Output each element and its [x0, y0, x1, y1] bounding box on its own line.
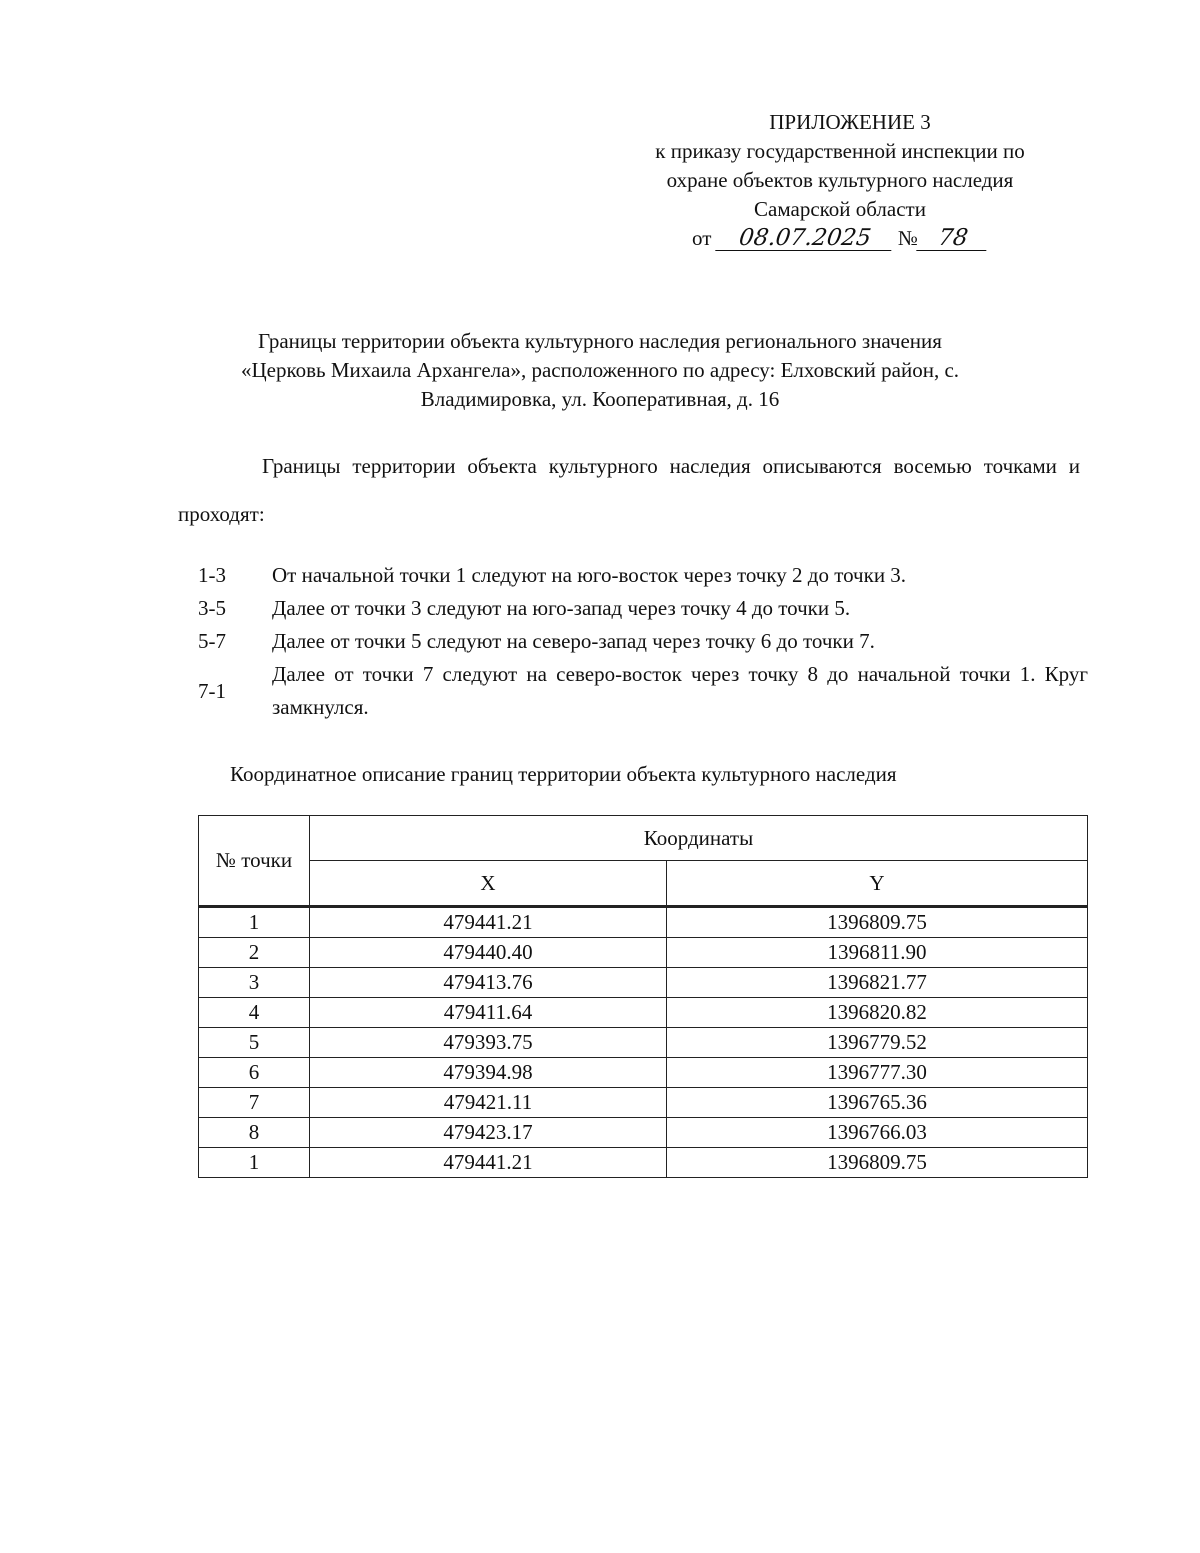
point-number: 5: [199, 1028, 310, 1058]
route-description: [198, 559, 1088, 724]
handwritten-number: 78: [916, 226, 990, 251]
route-segment: 7-1: [198, 678, 226, 703]
number-label: №: [897, 226, 918, 250]
y-value: 1396811.90: [667, 938, 1088, 968]
route-segment: 1-3: [198, 563, 226, 587]
appendix-line-2: к приказу государственной инспекции по: [655, 139, 1025, 163]
intro-paragraph: [178, 442, 1080, 538]
table-row: [199, 1028, 1088, 1058]
point-number: 2: [199, 938, 310, 968]
header-y: Y: [667, 861, 1088, 907]
header-point-number: № точки: [199, 816, 310, 907]
appendix-header: [600, 108, 1080, 253]
route-text: Далее от точки 5 следуют на северо-запад через точку 6 до точки 7.: [272, 629, 875, 653]
table-row: [199, 1118, 1088, 1148]
route-row: [198, 625, 1088, 658]
table-row: [199, 1058, 1088, 1088]
point-number: 4: [199, 998, 310, 1028]
route-text: Далее от точки 7 следуют на северо-восток через точку 8 до начальной точки 1. Круг замкнулся.: [272, 662, 1088, 719]
title-line-1: Границы территории объекта культурного наследия регионального значения: [258, 329, 942, 353]
route-text: От начальной точки 1 следуют на юго-восток через точку 2 до точки 3.: [272, 563, 907, 587]
y-value: 1396821.77: [667, 968, 1088, 998]
y-value: 1396820.82: [667, 998, 1088, 1028]
point-number: 1: [199, 1148, 310, 1178]
x-value: 479440.40: [310, 938, 667, 968]
y-value: 1396779.52: [667, 1028, 1088, 1058]
point-number: 6: [199, 1058, 310, 1088]
point-number: 8: [199, 1118, 310, 1148]
order-date-line: [600, 224, 1080, 253]
table-row: [199, 1148, 1088, 1178]
x-value: 479394.98: [310, 1058, 667, 1088]
route-segment: 5-7: [198, 629, 226, 653]
table-row: [199, 907, 1088, 938]
point-number: 3: [199, 968, 310, 998]
y-value: 1396777.30: [667, 1058, 1088, 1088]
coordinates-table: [198, 815, 1088, 1178]
x-value: 479441.21: [310, 1148, 667, 1178]
document-title: [150, 327, 1050, 414]
appendix-title: ПРИЛОЖЕНИЕ 3: [769, 110, 931, 134]
route-row: [198, 592, 1088, 625]
table-caption: Координатное описание границ территории объекта культурного наследия: [230, 762, 897, 786]
route-row: [198, 559, 1088, 592]
y-value: 1396766.03: [667, 1118, 1088, 1148]
table-row: [199, 938, 1088, 968]
title-line-2: «Церковь Михаила Архангела», расположенного по адресу: Елховский район, с.: [240, 358, 960, 382]
route-segment: 3-5: [198, 596, 226, 620]
x-value: 479411.64: [310, 998, 667, 1028]
table-row: [199, 968, 1088, 998]
route-row: [198, 658, 1088, 724]
x-value: 479413.76: [310, 968, 667, 998]
header-x: X: [310, 861, 667, 907]
route-text: Далее от точки 3 следуют на юго-запад через точку 4 до точки 5.: [272, 596, 851, 620]
y-value: 1396809.75: [667, 1148, 1088, 1178]
title-line-3: Владимировка, ул. Кооперативная, д. 16: [420, 387, 780, 411]
y-value: 1396765.36: [667, 1088, 1088, 1118]
handwritten-date: 08.07.2025: [715, 226, 895, 251]
from-label: от: [692, 226, 712, 250]
x-value: 479393.75: [310, 1028, 667, 1058]
point-number: 1: [199, 907, 310, 938]
y-value: 1396809.75: [667, 907, 1088, 938]
x-value: 479423.17: [310, 1118, 667, 1148]
x-value: 479441.21: [310, 907, 667, 938]
point-number: 7: [199, 1088, 310, 1118]
table-row: [199, 998, 1088, 1028]
appendix-line-3: охране объектов культурного наследия: [666, 168, 1014, 192]
header-coordinates: Координаты: [310, 816, 1088, 861]
appendix-line-4: Самарской области: [754, 197, 926, 221]
table-row: [199, 1088, 1088, 1118]
x-value: 479421.11: [310, 1088, 667, 1118]
intro-text: Границы территории объекта культурного наследия описываются восемью точками и проходят:: [178, 454, 1080, 526]
